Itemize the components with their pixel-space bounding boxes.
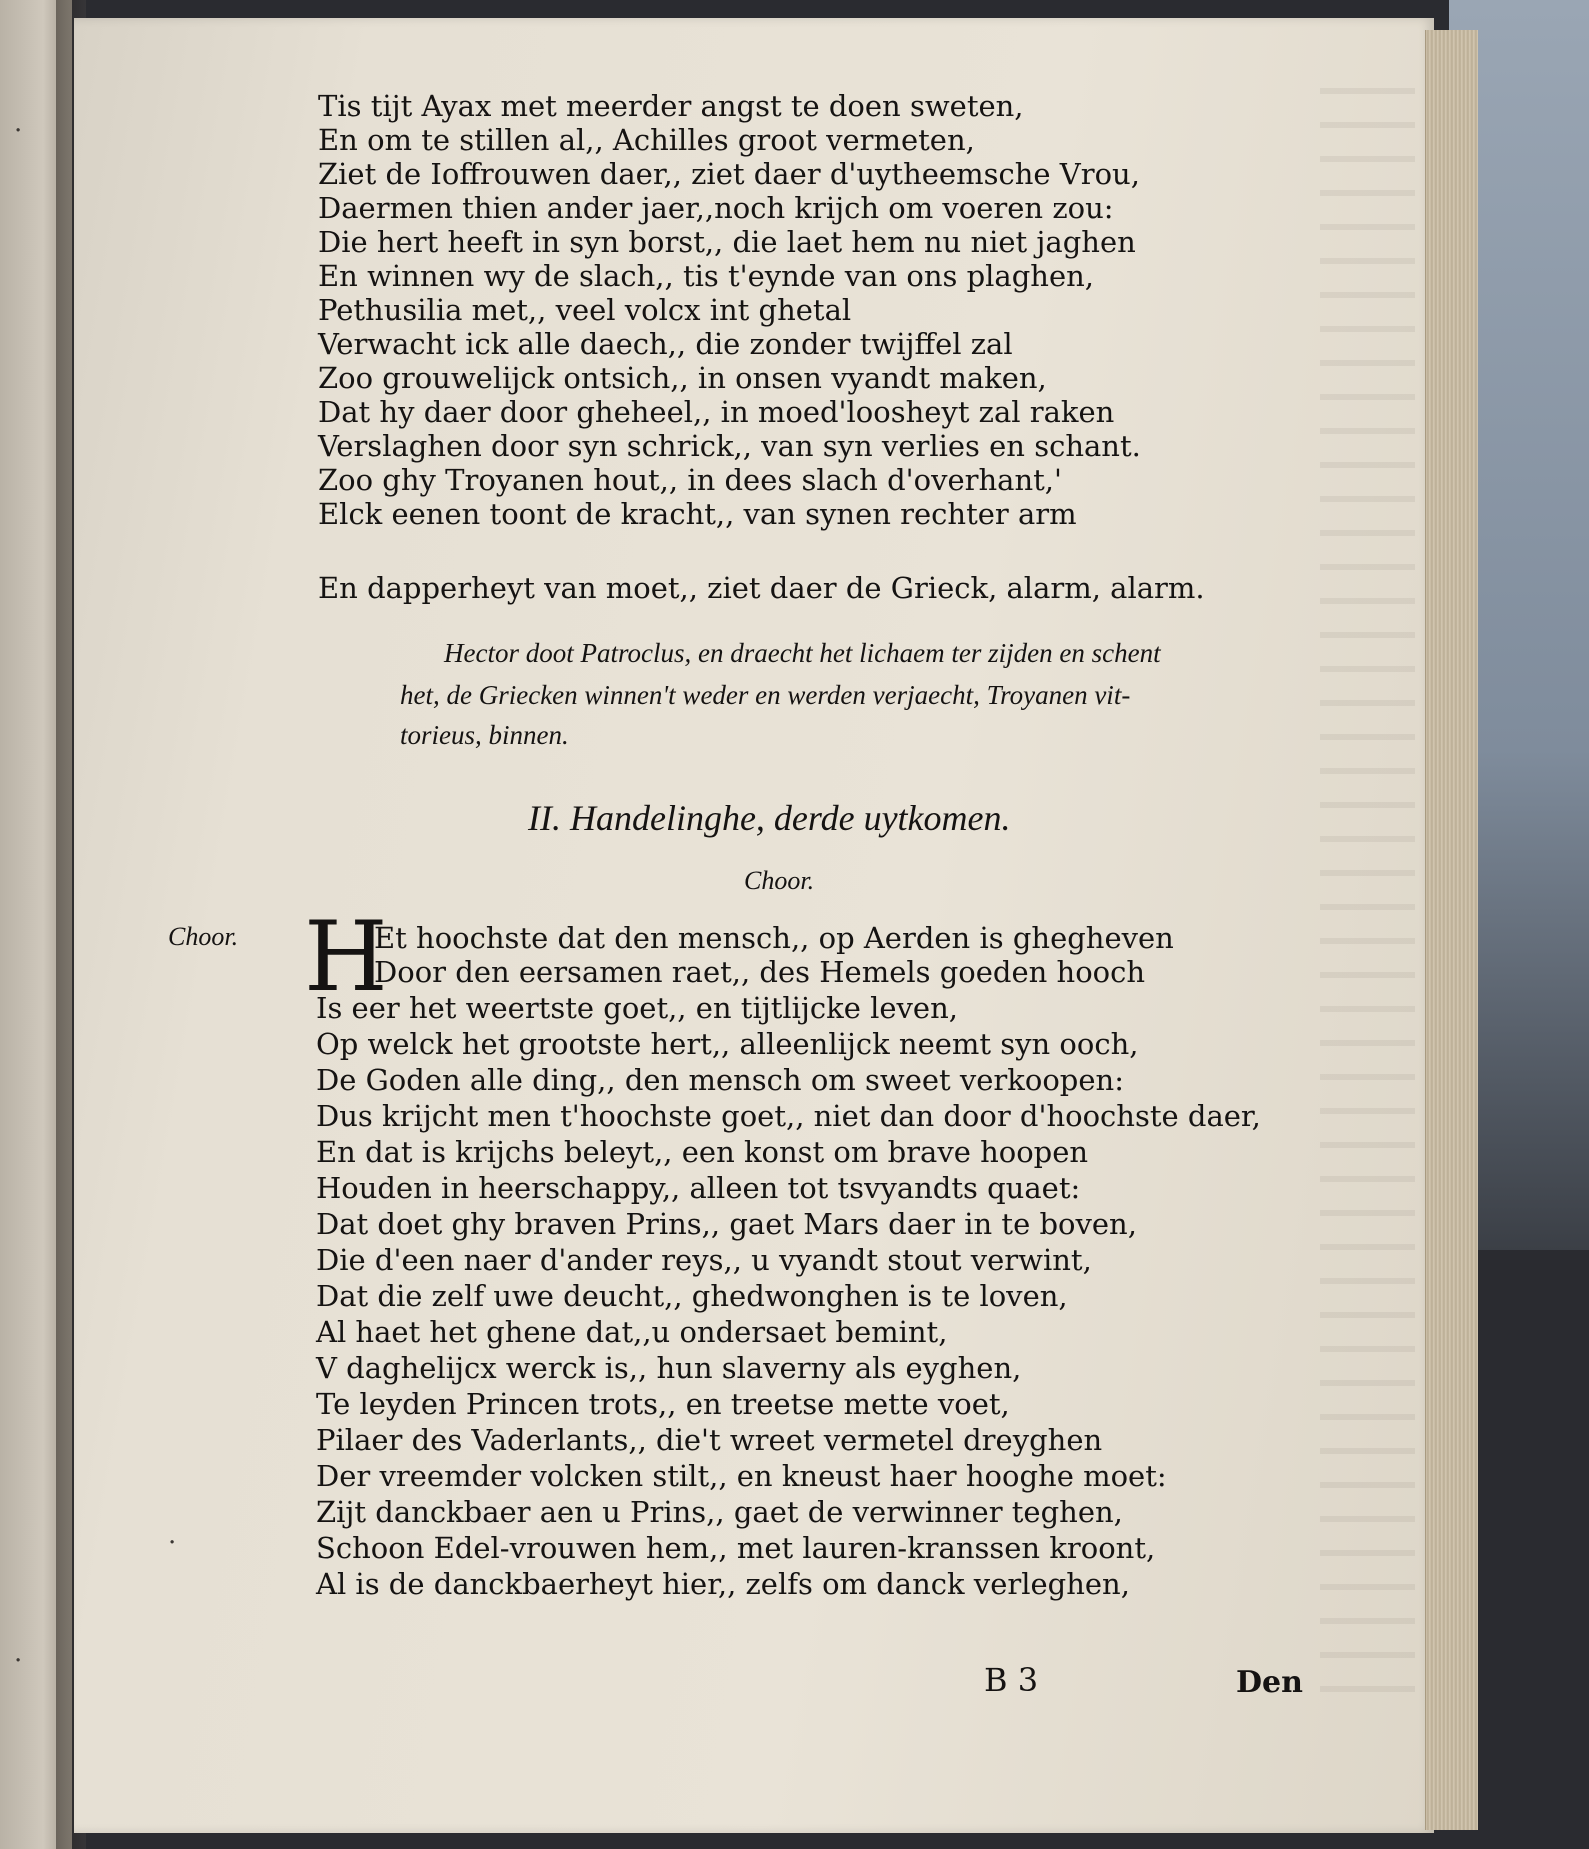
drop-cap: H bbox=[304, 901, 388, 1013]
speaker-heading: Choor. bbox=[744, 866, 815, 895]
verse-line: Zoo grouwelijck ontsich,, in onsen vyandt maken, bbox=[318, 361, 1047, 395]
verse-line: Zoo ghy Troyanen hout,, in dees slach d'overhant,' bbox=[318, 463, 1062, 497]
verse-line: Verwacht ick alle daech,, die zonder twijffel zal bbox=[318, 327, 1013, 361]
verse-line: En winnen wy de slach,, tis t'eynde van ons plaghen, bbox=[318, 259, 1095, 293]
verse-line: En dapperheyt van moet,, ziet daer de Grieck, alarm, alarm. bbox=[318, 571, 1205, 605]
verse-line: Dat die zelf uwe deucht,, ghedwonghen is te loven, bbox=[316, 1279, 1068, 1313]
verse-line: Zijt danckbaer aen u Prins,, gaet de verwinner teghen, bbox=[316, 1495, 1123, 1529]
signature-mark: B 3 bbox=[984, 1661, 1039, 1699]
margin-speaker-label: Choor. bbox=[168, 922, 239, 951]
left-page-mark: · bbox=[14, 1646, 23, 1676]
verse-line: De Goden alle ding,, den mensch om sweet verkoopen: bbox=[316, 1063, 1124, 1097]
verse-line: Daermen thien ander jaer,,noch krijch om voeren zou: bbox=[318, 191, 1114, 225]
verse-line: Der vreemder volcken stilt,, en kneust haer hooghe moet: bbox=[316, 1459, 1167, 1493]
verse-line: Houden in heerschappy,, alleen tot tsvyandts quaet: bbox=[316, 1171, 1081, 1205]
verse-line: En dat is krijchs beleyt,, een konst om brave hoopen bbox=[316, 1135, 1089, 1169]
verse-line: Die d'een naer d'ander reys,, u vyandt stout verwint, bbox=[316, 1243, 1092, 1277]
stage-direction-line: het, de Griecken winnen't weder en werden verjaecht, Troyanen vit- bbox=[400, 680, 1131, 710]
stage-direction-line: torieus, binnen. bbox=[400, 720, 569, 750]
section-heading: II. Handelinghe, derde uytkomen. bbox=[528, 798, 1011, 838]
stage-direction-line: Hector doot Patroclus, en draecht het lichaem ter zijden en schent bbox=[444, 638, 1161, 668]
verse-line: Te leyden Princen trots,, en treetse mette voet, bbox=[316, 1387, 1010, 1421]
show-through-text bbox=[1320, 60, 1415, 1710]
verse-line: Pethusilia met,, veel volcx int ghetal bbox=[318, 293, 852, 327]
left-page-mark: · bbox=[14, 116, 23, 146]
verse-line: En om te stillen al,, Achilles groot vermeten, bbox=[318, 123, 975, 157]
margin-mark: · bbox=[168, 1528, 177, 1558]
verse-line: Die hert heeft in syn borst,, die laet hem nu niet jaghen bbox=[318, 225, 1136, 259]
verse-line: Dat hy daer door gheheel,, in moed'loosheyt zal raken bbox=[318, 395, 1115, 429]
verse-line: V daghelijcx werck is,, hun slaverny als eyghen, bbox=[316, 1351, 1022, 1385]
verse-line: Al haet het ghene dat,,u ondersaet bemint, bbox=[316, 1315, 948, 1349]
verse-line: Elck eenen toont de kracht,, van synen rechter arm bbox=[318, 497, 1077, 531]
verse-line: Pilaer des Vaderlants,, die't wreet vermetel dreyghen bbox=[316, 1423, 1103, 1457]
verse-line: Al is de danckbaerheyt hier,, zelfs om danck verleghen, bbox=[316, 1567, 1130, 1601]
verse-line: Dat doet ghy braven Prins,, gaet Mars daer in te boven, bbox=[316, 1207, 1137, 1241]
verse-line: Tis tijt Ayax met meerder angst te doen sweten, bbox=[318, 89, 1024, 123]
verse-line: Door den eersamen raet,, des Hemels goeden hooch bbox=[374, 955, 1146, 989]
verse-line: Ziet de Ioffrouwen daer,, ziet daer d'uytheemsche Vrou, bbox=[318, 157, 1140, 191]
catchword: Den bbox=[1236, 1665, 1303, 1700]
verse-line: Verslaghen door syn schrick,, van syn verlies en schant. bbox=[318, 429, 1141, 463]
verse-line: Dus krijcht men t'hoochste goet,, niet dan door d'hoochste daer, bbox=[316, 1099, 1261, 1133]
verse-line: Et hoochste dat den mensch,, op Aerden is ghegheven bbox=[374, 921, 1174, 955]
verse-line: Schoon Edel-vrouwen hem,, met lauren-kranssen kroont, bbox=[316, 1531, 1156, 1565]
page-block-edge bbox=[1425, 30, 1478, 1830]
verse-line: Is eer het weertste goet,, en tijtlijcke leven, bbox=[316, 991, 958, 1025]
verse-line: Op welck het grootste hert,, alleenlijck neemt syn ooch, bbox=[316, 1027, 1139, 1061]
